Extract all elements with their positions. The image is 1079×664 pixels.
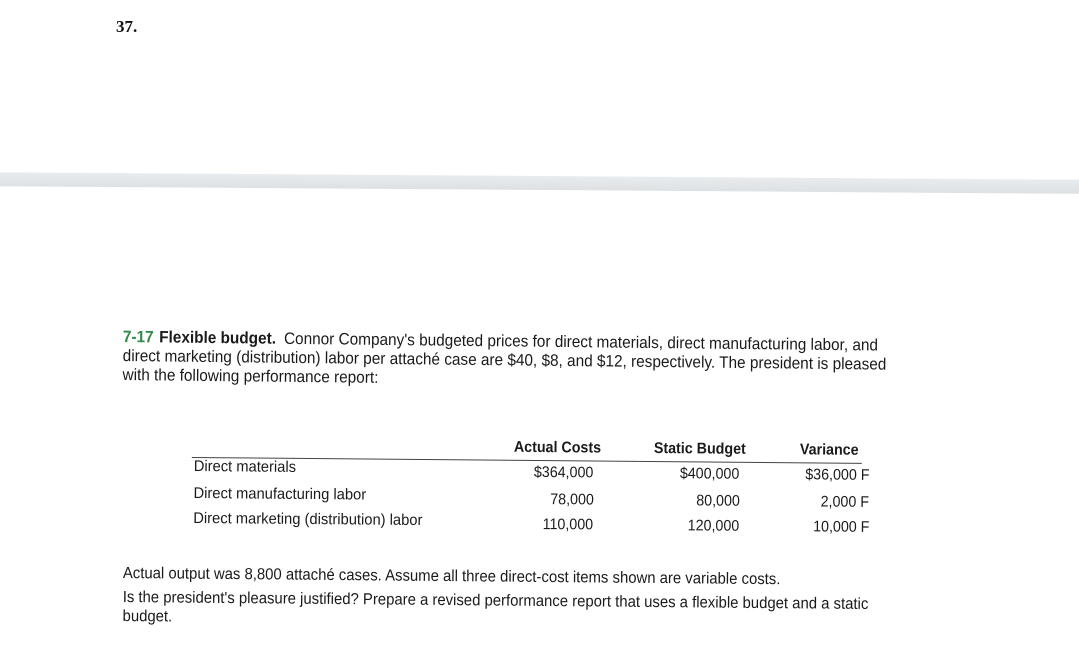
static-budget-cell: 120,000 [687,517,740,535]
performance-report-table [191,436,882,542]
actual-cost-cell: 78,000 [549,491,594,509]
static-budget-cell: 80,000 [695,492,740,510]
footer-line-question: Is the president's pleasure justified? Prepare a revised performance report that uses a flexible budget and a static budget. [122,588,869,626]
problem-statement [122,328,894,394]
column-header-static: Static Budget [653,440,746,458]
problem-text: Connor Company's budgeted prices for direct materials, direct manufacturing labor, and direct marketing (distribution) labor per attaché case are $40, $8, and $12, respectively. The president is pleased with the following performance report: [122,329,887,387]
column-header-actual: Actual Costs [513,438,602,457]
variance-cell: 2,000 F [821,493,870,511]
problem-footer [122,564,894,638]
variance-cell: $36,000 F [805,466,870,484]
problem-title: Flexible budget. [159,328,277,348]
footer-line-output: Actual output was 8,800 attaché cases. Assume all three direct-cost items shown are variable costs. [122,564,781,589]
section-divider [0,172,1079,194]
variance-cell: 10,000 F [812,518,870,536]
row-label: Direct manufacturing labor [193,485,367,504]
actual-cost-cell: $364,000 [534,463,594,482]
static-budget-cell: $400,000 [680,465,740,483]
question-number: 37. [116,17,138,36]
column-header-variance: Variance [799,441,859,459]
problem-number: 7-17 [122,328,154,347]
row-label: Direct materials [193,458,297,476]
actual-cost-cell: 110,000 [542,516,594,534]
row-label: Direct marketing (distribution) labor [193,510,423,530]
